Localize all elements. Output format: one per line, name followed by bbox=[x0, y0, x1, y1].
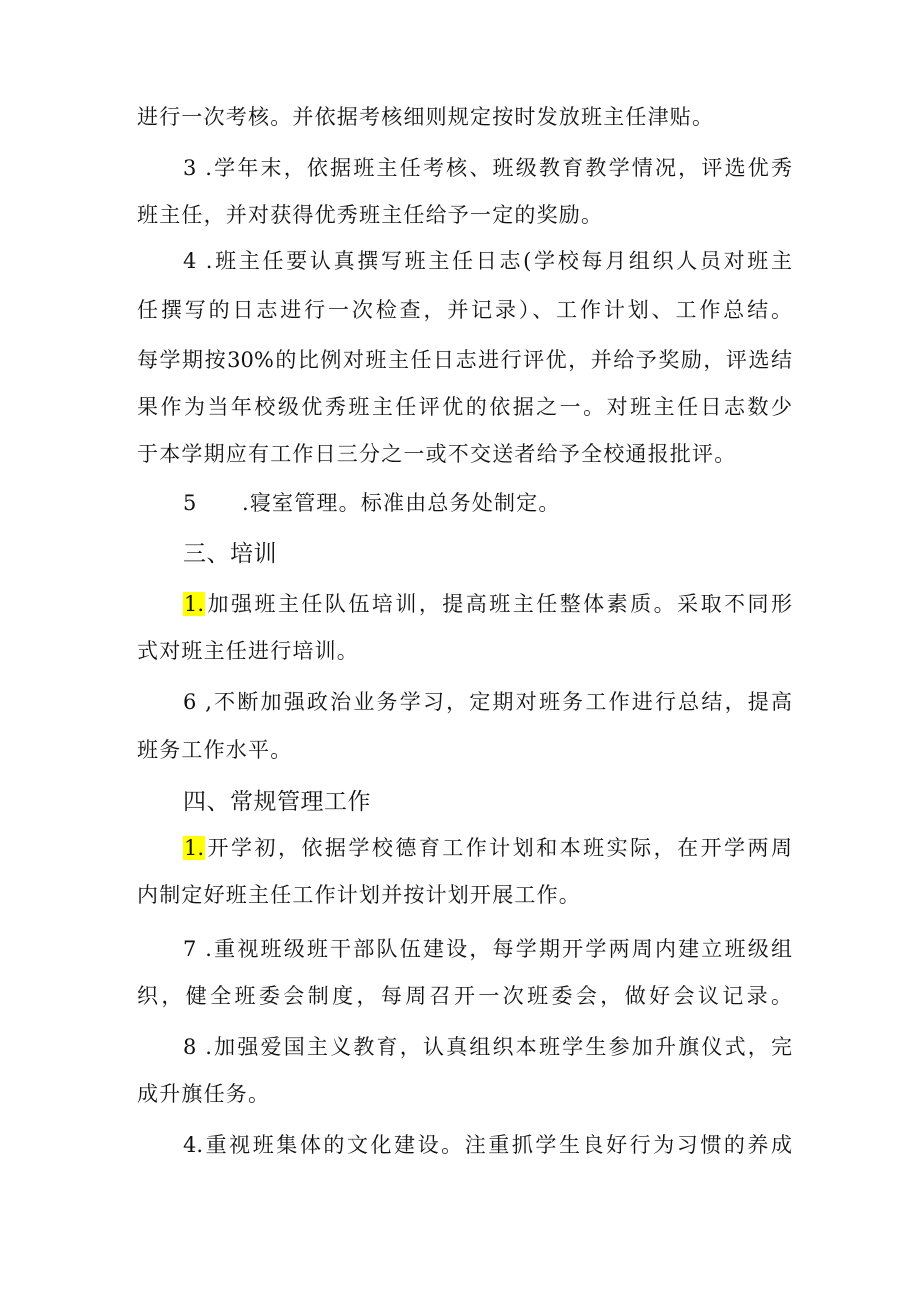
paragraph-line: 任撰写的日志进行一次检查，并记录）、工作计划、工作总结。 bbox=[137, 298, 792, 322]
paragraph-line: 织，健全班委会制度，每周召开一次班委会，做好会议记录。 bbox=[137, 984, 792, 1008]
paragraph-line bbox=[183, 833, 792, 863]
paragraph-line: 进行一次考核。并依据考核细则规定按时发放班主任津贴。 bbox=[137, 105, 715, 129]
paragraph-line: 成升旗任务。 bbox=[137, 1082, 271, 1106]
paragraph-line: 6 ,不断加强政治业务学习，定期对班务工作进行总结，提高 bbox=[183, 690, 792, 714]
paragraph-line: 果作为当年校级优秀班主任评优的依据之一。对班主任日志数少 bbox=[137, 395, 792, 419]
paragraph-text: 加强班主任队伍培训，提高班主任整体素质。采取不同形 bbox=[205, 592, 792, 616]
paragraph-line: 8 .加强爱国主义教育，认真组织本班学生参加升旗仪式，完 bbox=[183, 1035, 792, 1059]
paragraph-line: 内制定好班主任工作计划并按计划开展工作。 bbox=[137, 883, 581, 907]
paragraph-line: 于本学期应有工作日三分之一或不交送者给予全校通报批评。 bbox=[137, 442, 737, 466]
section-heading: 三、培训 bbox=[183, 541, 277, 567]
section-heading: 四、常规管理工作 bbox=[183, 789, 371, 815]
paragraph-line: 7 .重视班级班干部队伍建设，每学期开学两周内建立班级组 bbox=[183, 937, 792, 961]
paragraph-line: 班务工作水平。 bbox=[137, 738, 293, 762]
paragraph-line: 5 .寝室管理。标准由总务处制定。 bbox=[183, 491, 561, 515]
highlighted-number: 1. bbox=[184, 592, 205, 616]
paragraph-line: 班主任，并对获得优秀班主任给予一定的奖励。 bbox=[137, 203, 604, 227]
highlighted-number: 1. bbox=[184, 836, 205, 860]
paragraph-line: 4 .班主任要认真撰写班主任日志(学校每月组织人员对班主 bbox=[183, 249, 792, 273]
paragraph-line: 式对班主任进行培训。 bbox=[137, 639, 359, 663]
paragraph-text: 开学初，依据学校德育工作计划和本班实际，在开学两周 bbox=[205, 836, 792, 860]
paragraph-line: 3 .学年末，依据班主任考核、班级教育教学情况，评选优秀 bbox=[183, 156, 792, 180]
paragraph-line: 4.重视班集体的文化建设。注重抓学生良好行为习惯的养成 bbox=[183, 1133, 792, 1157]
paragraph-line bbox=[183, 589, 792, 619]
paragraph-line: 每学期按30%的比例对班主任日志进行评优，并给予奖励，评选结 bbox=[137, 348, 792, 372]
